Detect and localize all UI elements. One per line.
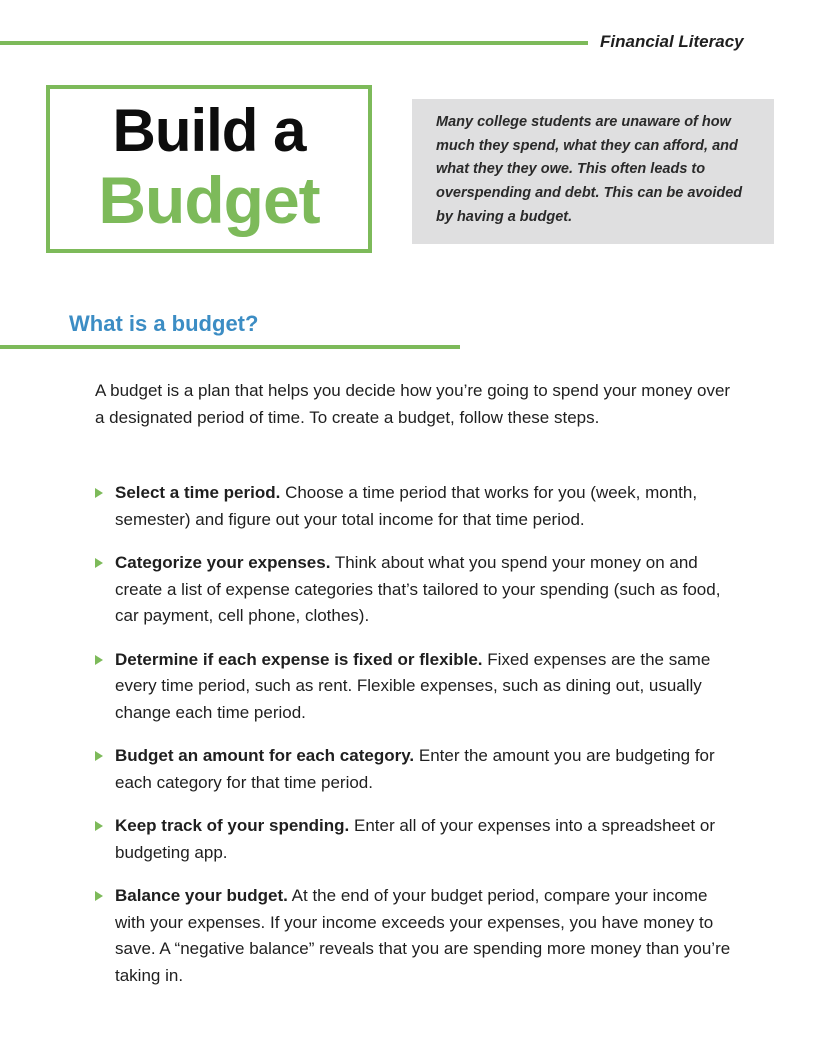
- title-box: [46, 85, 372, 253]
- step-title: Determine if each expense is fixed or flexible.: [115, 649, 483, 669]
- triangle-bullet-icon: [95, 821, 103, 831]
- step-item: [95, 813, 735, 866]
- title-line-2: Budget: [98, 163, 320, 237]
- step-body: Enter all of your expenses into a spreadsheet or budgeting app.: [115, 816, 715, 862]
- intro-paragraph: A budget is a plan that helps you decide how you’re going to spend your money over a designated period of time. To create a budget, follow these steps.: [95, 381, 731, 427]
- section-rule: [0, 345, 460, 349]
- step-title: Balance your budget.: [115, 886, 288, 905]
- intro-callout: Many college students are unaware of how much they spend, what they can afford, and what they they owe. This often leads to overspending and debt. This can be avoided by having a budget.: [412, 99, 774, 244]
- triangle-bullet-icon: [95, 488, 103, 498]
- triangle-bullet-icon: [95, 891, 103, 901]
- running-header: Financial Literacy: [600, 32, 744, 51]
- step-body: Think about what you spend your money on and create a list of expense categories that’s tailored to your spending (such as food, car payment, cell phone, clothes).: [115, 553, 721, 625]
- triangle-bullet-icon: [95, 558, 103, 568]
- step-item: [95, 550, 735, 630]
- triangle-bullet-icon: [95, 751, 103, 761]
- title-line-1: Build a: [112, 97, 306, 164]
- step-item: [95, 480, 735, 533]
- step-item: [95, 647, 735, 727]
- steps-list: [95, 480, 735, 1006]
- step-title: Categorize your expenses.: [115, 553, 331, 572]
- step-title: Budget an amount for each category.: [115, 746, 415, 765]
- step-body: Enter the amount you are budgeting for each category for that time period.: [115, 746, 715, 792]
- step-item: [95, 883, 735, 989]
- step-title: Select a time period.: [115, 483, 281, 502]
- step-body: Choose a time period that works for you (week, month, semester) and figure out your total income for that time period.: [115, 483, 698, 529]
- step-title: Keep track of your spending.: [115, 816, 350, 835]
- step-body: At the end of your budget period, compare your income with your expenses. If your income exceeds your expenses, you have money to save. A “negative balance” reveals that you are spending more money than you’re taking in.: [115, 886, 731, 985]
- section-heading: What is a budget?: [69, 311, 259, 336]
- triangle-bullet-icon: [95, 655, 103, 665]
- step-item: [95, 743, 735, 796]
- step-body: Fixed expenses are the same every time period, such as rent. Flexible expenses, such as dining out, usually change each time period.: [115, 649, 711, 722]
- header-rule: [0, 41, 588, 45]
